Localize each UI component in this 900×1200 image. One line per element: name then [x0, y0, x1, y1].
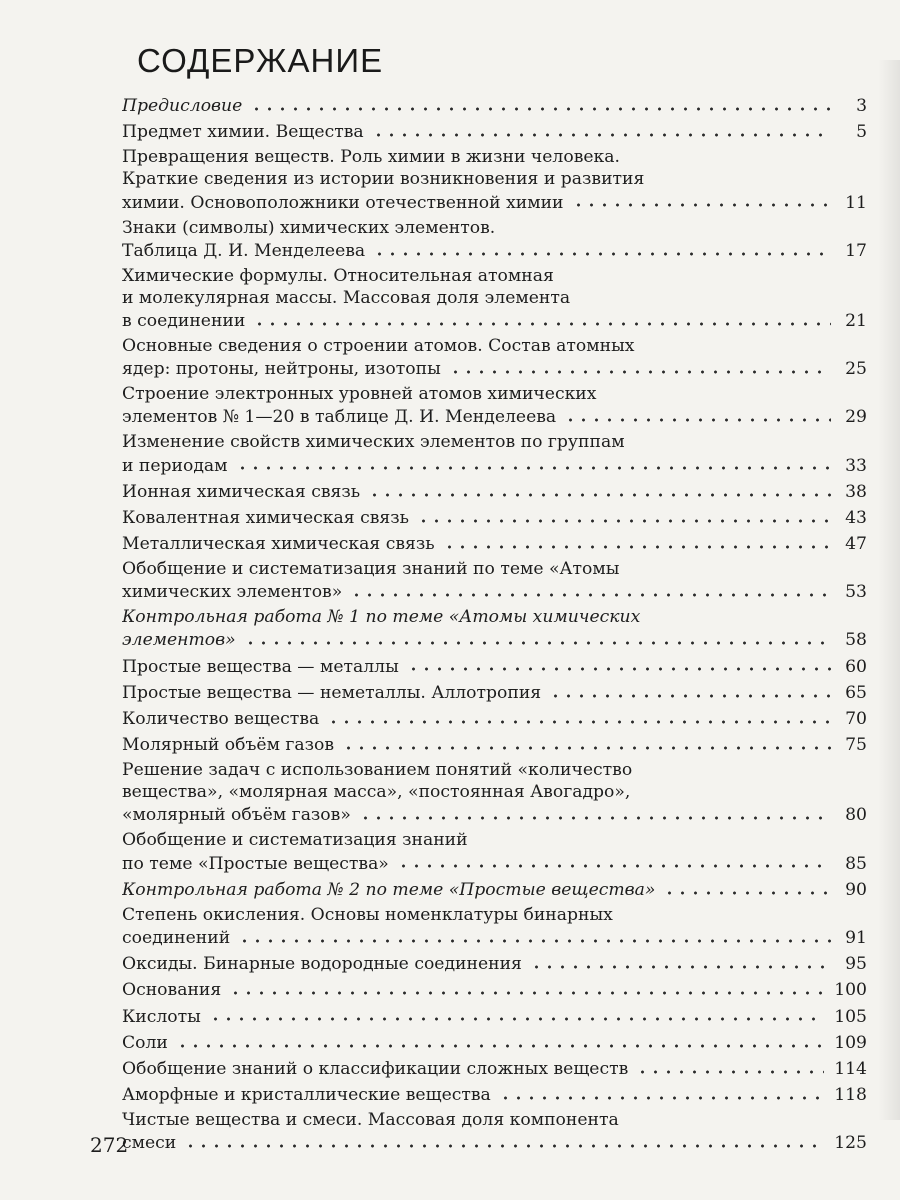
dot-leader	[327, 707, 831, 724]
dot-leader	[184, 1131, 824, 1148]
toc-entry-line: Предисловие	[122, 96, 243, 117]
toc-page-number: 21	[845, 310, 867, 331]
dot-leader	[443, 532, 831, 549]
toc-entry-line: элементов № 1—20 в таблице Д. И. Менделеева	[122, 407, 557, 428]
toc-entry-last-line	[122, 654, 867, 677]
toc-entry[interactable]	[122, 558, 867, 603]
dot-leader	[244, 628, 831, 645]
toc-entry-last-line	[122, 357, 867, 380]
toc-entry-last-line	[122, 628, 867, 651]
toc-entry[interactable]	[122, 1031, 867, 1054]
toc-entry-line: и периодам	[122, 455, 228, 476]
toc-entry[interactable]	[122, 94, 867, 117]
toc-entry-last-line	[122, 1131, 867, 1154]
toc-entry-last-line	[122, 532, 867, 555]
toc-entry-last-line	[122, 94, 867, 117]
toc-entry-line: Основания	[122, 980, 222, 1001]
toc-entry-last-line	[122, 978, 867, 1001]
toc-page-number: 38	[845, 481, 867, 502]
toc-page-number: 11	[845, 192, 867, 213]
toc-entry-line: Знаки (символы) химических элементов.	[122, 217, 496, 238]
dot-leader	[373, 239, 831, 256]
toc-entry[interactable]	[122, 681, 867, 704]
toc-entry[interactable]	[122, 759, 867, 826]
toc-entry-line: Молярный объём газов	[122, 735, 335, 756]
toc-entry-line: в соединении	[122, 310, 246, 331]
toc-entry[interactable]	[122, 265, 867, 332]
toc-entry[interactable]	[122, 978, 867, 1001]
dot-leader	[342, 733, 831, 750]
toc-page-number: 60	[845, 656, 867, 677]
toc-entry-line: соединений	[122, 927, 231, 948]
toc-entry-line: ядер: протоны, нейтроны, изотопы	[122, 359, 441, 380]
toc-entry-last-line	[122, 681, 867, 704]
toc-entry-line: Основные сведения о строении атомов. Состав атомных	[122, 335, 635, 356]
toc-page-number: 105	[834, 1006, 867, 1027]
toc-entry-last-line	[122, 878, 867, 901]
toc-entry[interactable]	[122, 506, 867, 529]
toc-entry[interactable]	[122, 707, 867, 730]
dot-leader	[368, 480, 831, 497]
toc-entry-line: Краткие сведения из истории возникновения и развития	[122, 169, 645, 190]
toc-page-number: 43	[845, 507, 867, 528]
toc-page-number: 100	[834, 980, 867, 1001]
dot-leader	[229, 978, 824, 995]
toc-entry[interactable]	[122, 829, 867, 874]
toc-entry[interactable]	[122, 952, 867, 975]
toc-entry-last-line	[122, 952, 867, 975]
toc-entry-line: и молекулярная массы. Массовая доля элемента	[122, 287, 571, 308]
toc-entry-line: Оксиды. Бинарные водородные соединения	[122, 954, 522, 975]
toc-page-number: 33	[845, 455, 867, 476]
toc-entry[interactable]	[122, 878, 867, 901]
toc-entry-last-line	[122, 707, 867, 730]
toc-entry-last-line	[122, 453, 867, 476]
dot-leader	[238, 926, 831, 943]
toc-entry-last-line	[122, 239, 867, 262]
toc-page-number: 47	[845, 534, 867, 555]
dot-leader	[564, 405, 831, 422]
toc-entry-line: Химические формулы. Относительная атомная	[122, 265, 554, 286]
toc-entry-line: Ионная химическая связь	[122, 481, 361, 502]
table-of-contents	[122, 94, 867, 1157]
toc-page-number: 25	[845, 359, 867, 380]
toc-page-number: 5	[856, 122, 867, 143]
dot-leader	[372, 120, 831, 137]
toc-entry[interactable]	[122, 335, 867, 380]
toc-entry-line: Предмет химии. Вещества	[122, 122, 364, 143]
toc-page-number: 70	[845, 709, 867, 729]
toc-page-number: 114	[834, 1058, 867, 1079]
toc-entry-last-line	[122, 926, 867, 949]
toc-page-number: 65	[845, 682, 867, 703]
toc-entry[interactable]	[122, 480, 867, 503]
page-edge-shadow	[878, 60, 900, 1120]
toc-entry[interactable]	[122, 383, 867, 428]
toc-entry-line: Контрольная работа № 1 по теме «Атомы химических	[122, 607, 641, 628]
toc-page-number: 118	[834, 1085, 867, 1106]
toc-entry-line: смеси	[122, 1133, 177, 1154]
toc-entry-last-line	[122, 190, 867, 213]
toc-entry-line: Чистые вещества и смеси. Массовая доля компонента	[122, 1110, 619, 1131]
toc-entry[interactable]	[122, 146, 867, 213]
toc-entry[interactable]	[122, 654, 867, 677]
toc-entry[interactable]	[122, 1109, 867, 1154]
toc-entry-last-line	[122, 851, 867, 874]
toc-entry-line: Обобщение знаний о классификации сложных веществ	[122, 1058, 629, 1079]
toc-page-number: 85	[845, 853, 867, 874]
toc-entry-line: химии. Основоположники отечественной химии	[122, 192, 564, 213]
toc-page-number: 125	[834, 1133, 867, 1154]
toc-entry-line: Изменение свойств химических элементов по группам	[122, 432, 625, 453]
toc-page-number: 53	[845, 582, 867, 603]
toc-page-number: 80	[845, 805, 867, 826]
toc-entry-line: Аморфные и кристаллические вещества	[122, 1085, 491, 1106]
dot-leader	[250, 94, 831, 111]
toc-entry-line: вещества», «молярная масса», «постоянная Авогадро»,	[122, 782, 631, 803]
toc-entry-line: Степень окисления. Основы номенклатуры бинарных	[122, 904, 613, 925]
dot-leader	[236, 453, 831, 470]
dot-leader	[359, 803, 831, 820]
toc-page-number: 17	[845, 240, 867, 261]
dot-leader	[449, 357, 831, 374]
toc-page-number: 109	[834, 1032, 867, 1053]
toc-entry-line: элементов»	[122, 630, 236, 651]
toc-entry-last-line	[122, 309, 867, 332]
toc-entry-line: химических элементов»	[122, 582, 343, 603]
dot-leader	[350, 580, 831, 597]
toc-entry-last-line	[122, 803, 867, 826]
toc-entry-last-line	[122, 733, 867, 756]
toc-entry-line: Строение электронных уровней атомов химических	[122, 384, 597, 405]
page-title: СОДЕРЖАНИЕ	[137, 42, 384, 79]
toc-entry-line: «молярный объём газов»	[122, 805, 351, 826]
toc-page-number: 58	[845, 630, 867, 651]
toc-entry-line: Соли	[122, 1032, 168, 1053]
toc-page-number: 29	[845, 407, 867, 428]
toc-entry[interactable]	[122, 606, 867, 651]
toc-page-number: 91	[845, 927, 867, 948]
toc-entry[interactable]	[122, 217, 867, 262]
toc-page-number: 3	[856, 96, 867, 117]
toc-entry-last-line	[122, 1083, 867, 1106]
toc-entry-line: Кислоты	[122, 1006, 201, 1027]
dot-leader	[499, 1083, 824, 1100]
toc-entry-line: Таблица Д. И. Менделеева	[122, 240, 366, 261]
toc-entry-line: Обобщение и систематизация знаний	[122, 830, 468, 851]
toc-page-number: 95	[845, 954, 867, 975]
toc-entry-last-line	[122, 1004, 867, 1027]
toc-entry-last-line	[122, 1031, 867, 1054]
toc-entry-line: Металлическая химическая связь	[122, 534, 435, 555]
toc-entry-last-line	[122, 580, 867, 603]
dot-leader	[407, 654, 831, 671]
dot-leader	[572, 190, 831, 207]
toc-entry-last-line	[122, 120, 867, 143]
toc-page-number: 75	[845, 735, 867, 756]
dot-leader	[530, 952, 831, 969]
toc-entry-last-line	[122, 405, 867, 428]
toc-entry[interactable]	[122, 904, 867, 949]
toc-entry-line: Решение задач с использованием понятий «количество	[122, 760, 633, 781]
dot-leader	[636, 1057, 824, 1074]
toc-entry[interactable]	[122, 1004, 867, 1027]
dot-leader	[397, 851, 831, 868]
toc-entry-line: по теме «Простые вещества»	[122, 853, 389, 874]
dot-leader	[549, 681, 831, 698]
toc-entry-line: Ковалентная химическая связь	[122, 507, 409, 528]
dot-leader	[253, 309, 831, 326]
page-number: 272	[90, 1133, 129, 1157]
toc-entry[interactable]	[122, 1083, 867, 1106]
toc-entry[interactable]	[122, 120, 867, 143]
toc-entry-line: Превращения веществ. Роль химии в жизни человека.	[122, 147, 620, 168]
toc-page-number: 90	[845, 879, 867, 900]
toc-entry[interactable]	[122, 431, 867, 476]
dot-leader	[176, 1031, 824, 1048]
toc-entry[interactable]	[122, 1057, 867, 1080]
toc-entry-last-line	[122, 506, 867, 529]
dot-leader	[417, 506, 831, 523]
toc-entry-line: Контрольная работа № 2 по теме «Простые вещества»	[122, 879, 656, 900]
toc-entry-line: Обобщение и систематизация знаний по теме «Атомы	[122, 559, 620, 580]
toc-entry-line: Количество вещества	[122, 709, 320, 729]
dot-leader	[663, 878, 831, 895]
toc-entry-last-line	[122, 480, 867, 503]
dot-leader	[209, 1004, 824, 1021]
toc-entry-line: Простые вещества — неметаллы. Аллотропия	[122, 682, 542, 703]
toc-entry-last-line	[122, 1057, 867, 1080]
toc-entry[interactable]	[122, 733, 867, 756]
toc-entry[interactable]	[122, 532, 867, 555]
toc-entry-line: Простые вещества — металлы	[122, 656, 399, 677]
